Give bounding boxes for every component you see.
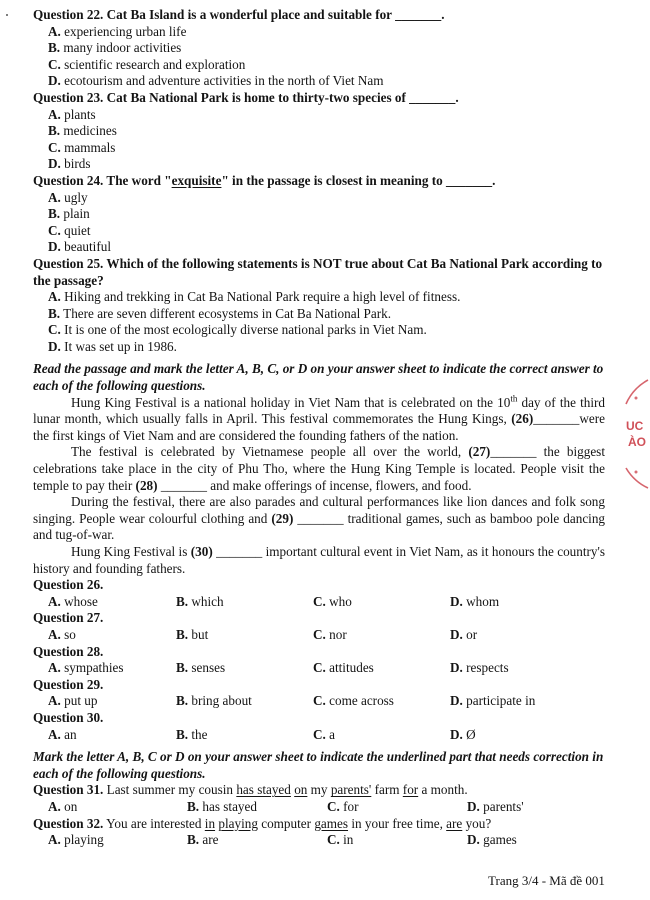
- stem-part: " in the passage is closest in meaning to _______.: [221, 172, 496, 188]
- option-letter: D.: [450, 660, 463, 676]
- option-text: the: [191, 726, 208, 742]
- option-letter: B.: [187, 832, 200, 848]
- q22-option-c[interactable]: [33, 57, 605, 74]
- question-label: Question 32.: [33, 815, 104, 831]
- option-text: Hiking and trekking in Cat Ba National Park require a high level of fitness.: [64, 289, 461, 305]
- sentence-part: in your free time,: [348, 815, 447, 831]
- question-29-label: Question 29.: [33, 676, 104, 692]
- q29-option-b[interactable]: [176, 693, 313, 710]
- sentence-part: computer: [257, 815, 315, 831]
- option-text: beautiful: [64, 239, 111, 255]
- q31-option-c[interactable]: [327, 799, 467, 816]
- question-31-stem: [33, 782, 605, 799]
- q31-option-a[interactable]: [33, 799, 187, 816]
- option-text: medicines: [63, 123, 117, 139]
- option-text: mammals: [64, 139, 116, 155]
- q25-option-b[interactable]: [33, 306, 605, 323]
- section-2-instruction: Read the passage and mark the letter A, B, C, or D on your answer sheet to indicate the correct answer to each of the following questions.: [33, 361, 604, 394]
- option-letter: C.: [327, 798, 340, 814]
- option-text: so: [64, 626, 76, 642]
- q28-option-d[interactable]: [450, 660, 600, 677]
- passage-text: The festival is celebrated by Vietnamese people all over the world,: [71, 444, 462, 460]
- option-text: bring about: [191, 693, 252, 709]
- blank-number-27: (27): [468, 444, 491, 460]
- option-letter: C.: [48, 139, 61, 155]
- passage-text: _______were the first kings of Viet Nam and are considered the founding fathers of the nation.: [33, 411, 605, 443]
- underlined-part: games: [314, 815, 349, 831]
- option-letter: C.: [313, 726, 326, 742]
- option-letter: C.: [313, 593, 326, 609]
- option-text: ecotourism and adventure activities in the north of Viet Nam: [64, 73, 384, 89]
- q22-option-a[interactable]: [33, 24, 605, 41]
- option-letter: B.: [176, 626, 189, 642]
- seal-stamp-icon: [622, 378, 650, 490]
- passage-paragraph-1: [33, 395, 605, 445]
- option-text: ugly: [64, 189, 88, 205]
- option-text: sympathies: [64, 660, 124, 676]
- option-text: quiet: [64, 222, 91, 238]
- q25-option-a[interactable]: [33, 289, 605, 306]
- question-32-options: [33, 832, 605, 849]
- option-letter: A.: [48, 23, 61, 39]
- q29-option-d[interactable]: [450, 693, 600, 710]
- q32-option-d[interactable]: [467, 832, 597, 849]
- question-28-label: Question 28.: [33, 643, 104, 659]
- underlined-part: are: [446, 815, 463, 831]
- option-text: respects: [466, 660, 509, 676]
- option-letter: A.: [48, 660, 61, 676]
- option-text: who: [329, 593, 352, 609]
- option-text: plain: [63, 206, 90, 222]
- q32-option-b[interactable]: [187, 832, 327, 849]
- sentence-part: you?: [462, 815, 492, 831]
- question-28-options: [33, 660, 605, 677]
- option-text: are: [202, 832, 219, 848]
- q26-option-b[interactable]: [176, 594, 313, 611]
- q27-option-b[interactable]: [176, 627, 313, 644]
- option-letter: B.: [48, 305, 61, 321]
- option-letter: B.: [176, 660, 189, 676]
- option-text: playing: [64, 832, 104, 848]
- passage-paragraph-3: [33, 494, 605, 544]
- question-27-options: [33, 627, 605, 644]
- option-text: experiencing urban life: [64, 23, 187, 39]
- option-text: but: [191, 626, 209, 642]
- option-letter: A.: [48, 289, 61, 305]
- question-23-stem: Question 23. Cat Ba National Park is home to thirty-two species of _______.: [33, 89, 459, 105]
- blank-number-30: (30): [190, 544, 213, 559]
- option-text: participate in: [466, 693, 536, 709]
- option-letter: A.: [48, 693, 61, 709]
- q23-option-a[interactable]: [33, 107, 605, 124]
- question-31-options: [33, 799, 605, 816]
- passage-text: _______ traditional games, such as bamboo pole dancing and tug-of-war.: [33, 510, 606, 543]
- q26-option-a[interactable]: [33, 594, 176, 611]
- q22-option-d[interactable]: [33, 73, 605, 90]
- blank-number-28: (28): [135, 477, 158, 493]
- option-letter: B.: [48, 40, 61, 56]
- q31-option-b[interactable]: [187, 799, 327, 816]
- passage-paragraph-2: [33, 444, 605, 494]
- q28-option-c[interactable]: [313, 660, 450, 677]
- underlined-part: playing: [218, 815, 258, 831]
- stem-part: Question 24. The word ": [33, 172, 172, 188]
- option-text: a: [329, 726, 335, 742]
- q25-option-d[interactable]: [33, 339, 605, 356]
- option-text: senses: [191, 660, 226, 676]
- underlined-part: has stayed: [236, 782, 291, 798]
- option-text: whose: [64, 593, 98, 609]
- option-letter: A.: [48, 626, 61, 642]
- underlined-part: for: [402, 782, 419, 798]
- q26-option-c[interactable]: [313, 594, 450, 611]
- question-32-stem: [33, 816, 605, 833]
- question-24-stem: [33, 173, 605, 190]
- q25-option-c[interactable]: [33, 322, 605, 339]
- q28-option-b[interactable]: [176, 660, 313, 677]
- option-text: come across: [329, 693, 394, 709]
- option-letter: D.: [450, 593, 463, 609]
- q28-option-a[interactable]: [33, 660, 176, 677]
- ordinal-suffix: th: [510, 393, 518, 404]
- option-letter: C.: [48, 56, 61, 72]
- option-text: which: [191, 593, 224, 609]
- option-letter: D.: [48, 73, 61, 89]
- q32-option-c[interactable]: [327, 832, 467, 849]
- passage-text: During the festival, there are also parades and cultural performances like lion dances and folk song singing. People wear colourful clothing and: [33, 494, 605, 526]
- q30-option-c[interactable]: [313, 727, 450, 744]
- svg-text:ÀO: ÀO: [628, 435, 646, 449]
- option-letter: D.: [48, 156, 61, 172]
- option-text: attitudes: [329, 660, 374, 676]
- svg-text:UC: UC: [626, 419, 644, 433]
- q31-option-d[interactable]: [467, 799, 597, 816]
- question-29-options: [33, 693, 605, 710]
- stem-keyword: exquisite: [171, 172, 222, 188]
- question-label: Question 31.: [33, 782, 104, 798]
- q27-option-a[interactable]: [33, 627, 176, 644]
- option-text: games: [483, 832, 517, 848]
- q23-option-b[interactable]: [33, 123, 605, 140]
- option-text: There are seven different ecosystems in Cat Ba National Park.: [63, 305, 392, 321]
- q24-option-b[interactable]: [33, 206, 605, 223]
- underlined-part: in: [204, 815, 216, 831]
- option-text: Ø: [466, 726, 476, 742]
- option-letter: C.: [48, 222, 61, 238]
- q24-option-a[interactable]: [33, 190, 605, 207]
- option-letter: B.: [187, 798, 200, 814]
- q29-option-c[interactable]: [313, 693, 450, 710]
- passage-text: Hung King Festival is a national holiday in Viet Nam that is celebrated on the 10: [71, 394, 511, 410]
- blank-number-29: (29): [271, 510, 294, 526]
- page-footer: Trang 3/4 - Mã đề 001: [488, 873, 605, 888]
- question-25-stem: Question 25. Which of the following statements is NOT true about Cat Ba National Park according to the passage?: [33, 255, 603, 288]
- option-letter: C.: [48, 322, 61, 338]
- option-text: It was set up in 1986.: [64, 338, 177, 354]
- blank-number-26: (26): [511, 411, 534, 427]
- sentence-part: my: [307, 782, 331, 798]
- option-letter: A.: [48, 726, 61, 742]
- question-30-options: [33, 727, 605, 744]
- option-letter: B.: [48, 123, 61, 139]
- q32-option-a[interactable]: [33, 832, 187, 849]
- question-26-label: Question 26.: [33, 577, 104, 593]
- q29-option-a[interactable]: [33, 693, 176, 710]
- option-letter: D.: [450, 726, 463, 742]
- option-letter: A.: [48, 832, 61, 848]
- passage-text: _______ and make offerings of incense, flowers, and food.: [160, 477, 472, 493]
- passage-paragraph-4: [33, 544, 605, 577]
- scan-speck: [6, 14, 8, 16]
- option-letter: A.: [48, 593, 61, 609]
- option-letter: B.: [48, 206, 61, 222]
- option-text: nor: [329, 626, 347, 642]
- option-text: put up: [64, 693, 98, 709]
- question-22-stem: Question 22. Cat Ba Island is a wonderful place and suitable for _______.: [33, 7, 445, 22]
- option-letter: D.: [48, 239, 61, 255]
- option-text: many indoor activities: [63, 40, 182, 56]
- option-text: plants: [64, 106, 96, 122]
- option-text: or: [466, 626, 478, 642]
- option-letter: D.: [450, 693, 463, 709]
- question-27-label: Question 27.: [33, 610, 104, 626]
- option-text: an: [64, 726, 77, 742]
- option-letter: B.: [176, 593, 189, 609]
- q26-option-d[interactable]: [450, 594, 600, 611]
- q23-option-d[interactable]: [33, 156, 605, 173]
- passage-text: _______ the biggest celebrations take place in the city of Phu Tho, where the Hung King Temple is located. People visit the temple to pay their: [33, 444, 605, 493]
- option-letter: A.: [48, 798, 61, 814]
- option-letter: D.: [467, 832, 480, 848]
- underlined-part: on: [294, 782, 308, 798]
- option-text: whom: [466, 593, 500, 609]
- option-letter: A.: [48, 189, 61, 205]
- q27-option-d[interactable]: [450, 627, 600, 644]
- option-text: on: [64, 798, 78, 814]
- option-letter: B.: [176, 726, 189, 742]
- q22-option-b[interactable]: [33, 40, 605, 57]
- q30-option-b[interactable]: [176, 727, 313, 744]
- q30-option-d[interactable]: [450, 727, 600, 744]
- sentence-part: You are interested: [103, 815, 205, 831]
- option-letter: B.: [176, 693, 189, 709]
- question-30-label: Question 30.: [33, 709, 104, 725]
- sentence-part: farm: [371, 782, 403, 798]
- option-letter: A.: [48, 106, 61, 122]
- q27-option-c[interactable]: [313, 627, 450, 644]
- option-text: scientific research and exploration: [64, 56, 246, 72]
- option-text: parents': [483, 798, 524, 814]
- option-letter: C.: [313, 660, 326, 676]
- passage-text: _______ important cultural event in Viet Nam, as it honours the country's history and founding fathers.: [33, 544, 606, 576]
- option-text: birds: [64, 156, 91, 172]
- q30-option-a[interactable]: [33, 727, 176, 744]
- question-26-options: [33, 594, 605, 611]
- option-letter: C.: [313, 693, 326, 709]
- option-text: for: [343, 798, 359, 814]
- option-letter: D.: [467, 798, 480, 814]
- option-text: in: [343, 832, 354, 848]
- q24-option-d[interactable]: [33, 239, 605, 256]
- option-letter: D.: [450, 626, 463, 642]
- exam-page: [33, 7, 605, 849]
- passage-text: day of the third lunar month, which usually falls in April. This festival commemorates the Hung Kings,: [33, 394, 606, 427]
- option-text: has stayed: [202, 798, 257, 814]
- option-letter: C.: [313, 626, 326, 642]
- passage-text: Hung King Festival is: [71, 544, 188, 559]
- q24-option-c[interactable]: [33, 223, 605, 240]
- section-3-instruction: Mark the letter A, B, C or D on your answer sheet to indicate the underlined part that needs correction in each of the following questions.: [33, 749, 604, 781]
- q23-option-c[interactable]: [33, 140, 605, 157]
- sentence-part: Last summer my cousin: [103, 782, 237, 798]
- option-text: It is one of the most ecologically diverse national parks in Viet Nam.: [64, 322, 427, 338]
- underlined-part: parents': [330, 782, 372, 798]
- option-letter: D.: [48, 338, 61, 354]
- option-letter: C.: [327, 832, 340, 848]
- sentence-part: a month.: [418, 782, 468, 798]
